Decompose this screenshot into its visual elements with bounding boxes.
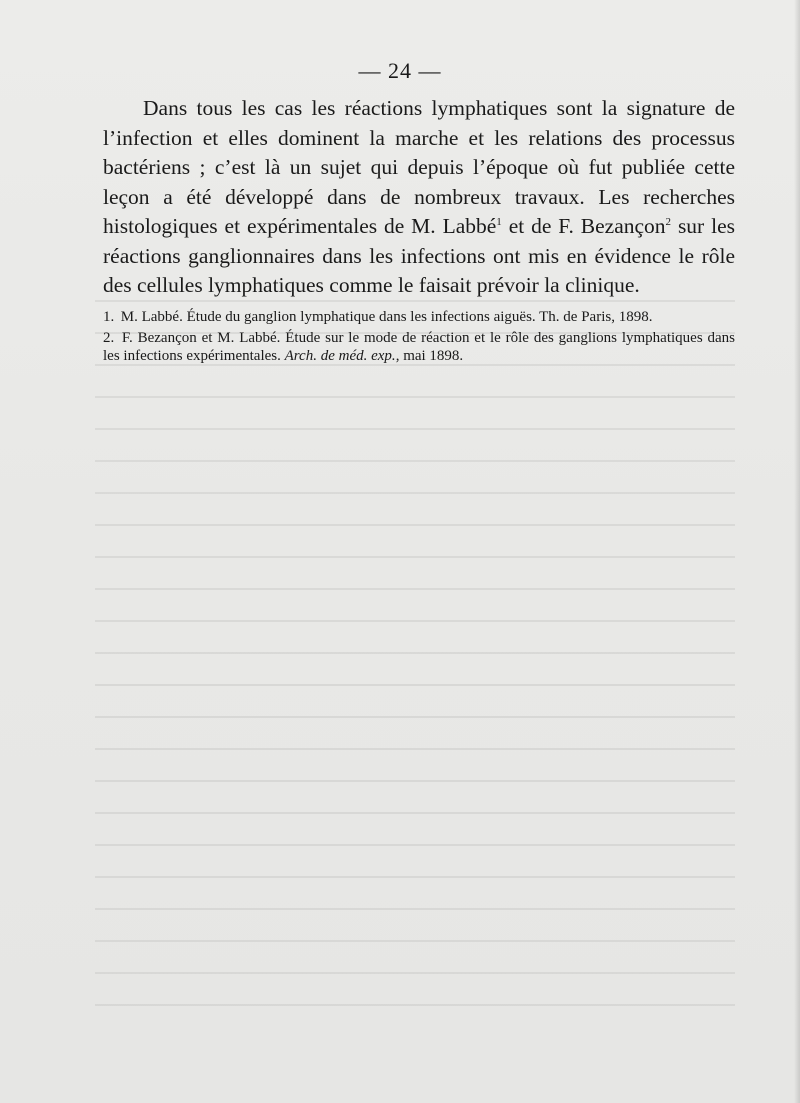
footnote-ref-2: 2	[665, 215, 672, 228]
bleed-through-texture	[95, 300, 735, 1040]
footnote-number: 1.	[103, 309, 115, 325]
paragraph-text-part3: sur les réactions ganglionnaires dans les infections ont mis en évidence le rôle des cellules lymphatiques comme le faisait prévoir la clinique.	[103, 214, 735, 297]
footnote-text: M. Labbé. Étude du ganglion lymphatique dans les infections aiguës. Th. de Paris, 1898.	[120, 309, 653, 325]
footnotes	[103, 308, 735, 368]
page-edge-shadow	[794, 0, 800, 1103]
footnote-journal: Arch. de méd. exp.	[284, 348, 396, 364]
main-paragraph	[103, 94, 735, 301]
footnote-1	[103, 308, 735, 327]
footnote-text-start: F. Bezançon et M. Labbé. Étude sur le mode de réaction et le rôle des ganglions lymphatiques dans les infections expérimentales.	[103, 329, 736, 364]
footnote-number: 2.	[103, 329, 115, 346]
page-number: — 24 —	[358, 58, 442, 83]
paragraph-text-part2: et de F. Bezançon	[501, 214, 666, 238]
footnote-text-end: , mai 1898.	[395, 348, 464, 364]
footnote-ref-1: 1	[496, 215, 502, 228]
footnote-2	[103, 329, 735, 366]
paragraph-text-part1: Dans tous les cas les réactions lymphatiques sont la signature de l’infection et elles dominent la marche et les relations des processus bactériens ; c’est là un sujet qui depuis l’époque où fut publiée cette leçon a été développé dans de nombreux travaux. Les recherches histologiques et expérimentales de M. Labbé	[103, 96, 735, 238]
